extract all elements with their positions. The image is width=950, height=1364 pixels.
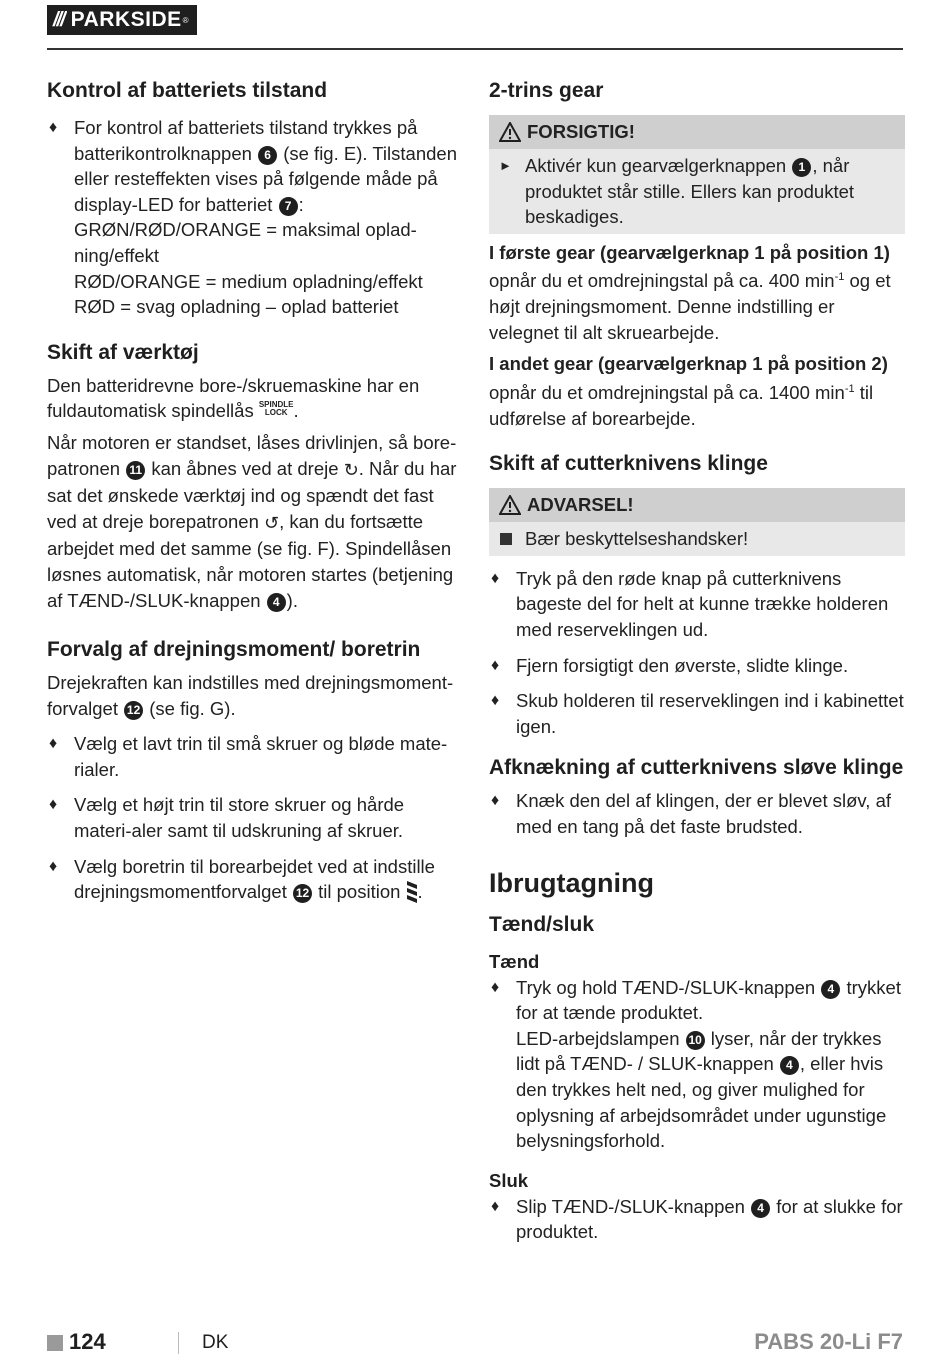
heading-commissioning: Ibrugtagning: [489, 867, 654, 898]
heading-tool-change: Skift af værktøj: [47, 340, 199, 364]
drill-position-icon: [406, 879, 418, 903]
paragraph: [489, 351, 905, 431]
text-span: , kan du fortsætte arbejdet med det samme (se fig. F). Spindellåsen løsnes automatisk, når motoren startes (betjening af TÆND-/SLUK-knappen: [47, 510, 454, 611]
text-span: :: [298, 193, 304, 215]
list-item: [489, 1194, 905, 1245]
callout-number: 6: [258, 146, 277, 165]
led-status-line: GRØN/RØD/ORANGE = maksimal oplad-ning/effekt: [74, 219, 417, 266]
snap-list: [489, 788, 905, 839]
caution-label: FORSIGTIG!: [527, 121, 635, 142]
warning-triangle-icon: [499, 122, 521, 142]
cutter-list: [489, 566, 905, 740]
paragraph: [47, 373, 463, 424]
spindle-lock-icon-top: SPINDLE: [258, 400, 294, 410]
text-span: lyser, når der trykkes lidt på TÆND- / SLUK-knappen: [516, 1027, 882, 1075]
callout-number: 4: [821, 980, 840, 999]
list-item: ♦ Vælg et lavt trin til små skruer og bløde mate-rialer.: [47, 731, 463, 782]
heading-snap-blade: Afknækning af cutterknivens sløve klinge: [489, 756, 904, 780]
text-span: til udførelse af borearbejde.: [489, 382, 874, 429]
callout-number: 1: [792, 158, 811, 177]
text-span: , eller hvis den trykkes helt ned, og giver mulighed for oplysning af arbejdsområdet under ugunstige belysningsforhold.: [516, 1053, 887, 1152]
list-item: ♦ Knæk den del af klingen, der er blevet sløv, af med en tang på det faste brudsted.: [489, 788, 905, 839]
parkside-logo: [47, 5, 197, 35]
superscript: -1: [834, 271, 845, 284]
list-item: [47, 115, 463, 320]
battery-check-list: [47, 115, 463, 320]
warning-label: ADVARSEL!: [527, 494, 634, 516]
text-span: ).: [286, 589, 298, 611]
callout-number: 7: [279, 197, 298, 216]
list-item: ♦ Skub holderen til reserveklingen ind i kabinettet igen.: [489, 688, 905, 739]
spindle-lock-icon-bottom: LOCK: [264, 408, 288, 418]
list-item: ♦ Vælg et højt trin til store skruer og hårde materi-aler samt til udskruning af skruer.: [47, 792, 463, 843]
text-span: Drejekraften kan indstilles med drejningsmoment-forvalget: [47, 672, 454, 719]
left-column: [47, 70, 463, 905]
paragraph: [489, 240, 905, 346]
warning-triangle-icon: [499, 495, 521, 515]
superscript: -1: [844, 382, 855, 395]
led-status-line: RØD = svag opladning – oplad batteriet: [74, 296, 399, 318]
warning-header: [489, 488, 905, 522]
bold-text: I første gear (gearvælgerknap 1 på position 1): [489, 241, 890, 263]
text-span: , når produktet står stille. Ellers kan produktet beskadiges.: [525, 155, 855, 228]
warning-box: [489, 488, 905, 556]
list-item: [499, 153, 895, 230]
logo-stripes: ///: [53, 8, 64, 31]
heading-off: Sluk: [489, 1169, 529, 1191]
text-span: Tryk og hold TÆND-/SLUK-knappen: [516, 976, 816, 998]
callout-number: 4: [751, 1199, 770, 1218]
logo-wordmark: PARKSIDE: [70, 8, 182, 31]
list-item: [47, 854, 463, 905]
heading-torque-preselect: Forvalg af drejningsmoment/ boretrin: [47, 638, 421, 662]
text-span: Vælg boretrin til borearbejdet ved at indstille drejningsmomentforvalget: [74, 855, 435, 903]
callout-number: 4: [267, 593, 286, 612]
warning-list: [489, 522, 905, 556]
logo-registered-mark: ®: [182, 15, 189, 25]
footer-square-marker: [47, 1335, 63, 1351]
text-span: opnår du et omdrejningstal på ca. 1400 min: [489, 382, 845, 404]
torque-list: [47, 731, 463, 905]
callout-number: 4: [780, 1056, 799, 1075]
on-list: [489, 975, 905, 1154]
caution-header: [489, 115, 905, 149]
led-status-line: RØD/ORANGE = medium opladning/effekt: [74, 270, 423, 292]
callout-number: 12: [124, 701, 143, 720]
text-span: opnår du et omdrejningstal på ca. 400 min: [489, 270, 835, 292]
callout-number: 11: [126, 461, 145, 480]
language-code: DK: [202, 1332, 229, 1353]
off-list: [489, 1194, 905, 1245]
header-rule: [47, 48, 903, 50]
text-span: (se fig. E). Tilstanden eller resteffekten vises på følgende måde på display-LED for batteriet: [74, 142, 457, 215]
text-span: Når motoren er standset, låses drivlinjen, så bore-patronen: [47, 431, 457, 479]
heading-two-speed-gear: 2-trins gear: [489, 79, 604, 102]
spindle-lock-icon: [259, 401, 294, 417]
text-span: . Når du har sat det ønskede værktøj ind og spændt det fast ved at dreje borepatronen: [47, 457, 457, 532]
text-span: til position: [318, 881, 401, 903]
text-span: kan åbnes ved at dreje: [151, 457, 339, 479]
right-column: [489, 70, 905, 1245]
page-number: 124: [69, 1329, 106, 1354]
text-span: for at slukke for produktet.: [516, 1195, 903, 1243]
paragraph: [47, 430, 463, 613]
text-span: LED-arbejdslampen: [516, 1027, 680, 1049]
text-span: Slip TÆND-/SLUK-knappen: [516, 1195, 745, 1217]
rotate-counterclockwise-icon: ↺: [264, 512, 280, 533]
footer-divider: [178, 1332, 179, 1354]
model-number: PABS 20-Li F7: [754, 1329, 903, 1354]
text-span: For kontrol af batteriets tilstand trykkes på batterikontrolknappen: [74, 117, 418, 164]
paragraph: [47, 670, 463, 721]
text-span: (se fig. G).: [149, 697, 236, 719]
caution-box: [489, 115, 905, 234]
text-span: .: [417, 881, 423, 903]
heading-on-off: Tænd/sluk: [489, 912, 595, 936]
text-span: Aktivér kun gearvælgerknappen: [525, 155, 787, 176]
text-span: Den batteridrevne bore-/skruemaskine har en fuldautomatisk spindellås: [47, 374, 420, 422]
text-span: .: [293, 400, 299, 422]
list-item: ♦ Fjern forsigtigt den øverste, slidte klinge.: [489, 653, 905, 679]
list-item: Bær beskyttelseshandsker!: [499, 526, 895, 552]
heading-on: Tænd: [489, 950, 540, 972]
page-footer: [47, 1330, 903, 1356]
text-span: trykket for at tænde produktet.: [516, 976, 901, 1024]
list-item: [489, 975, 905, 1154]
heading-cutter-blade-change: Skift af cutterknivens klinge: [489, 452, 768, 476]
text-span: og et højt drejningsmoment. Denne indstilling er velegnet til alt skruearbejde.: [489, 270, 891, 343]
callout-number: 10: [686, 1031, 705, 1050]
bold-text: I andet gear (gearvælgerknap 1 på position 2): [489, 353, 888, 375]
heading-battery-check: Kontrol af batteriets tilstand: [47, 79, 328, 102]
list-item: ♦ Tryk på den røde knap på cutterknivens bageste del for helt at kunne trække holderen med reserveklingen ud.: [489, 566, 905, 643]
caution-list: [489, 149, 905, 234]
rotate-clockwise-icon: ↻: [343, 459, 359, 480]
brand-header: [47, 5, 197, 35]
callout-number: 12: [293, 884, 312, 903]
